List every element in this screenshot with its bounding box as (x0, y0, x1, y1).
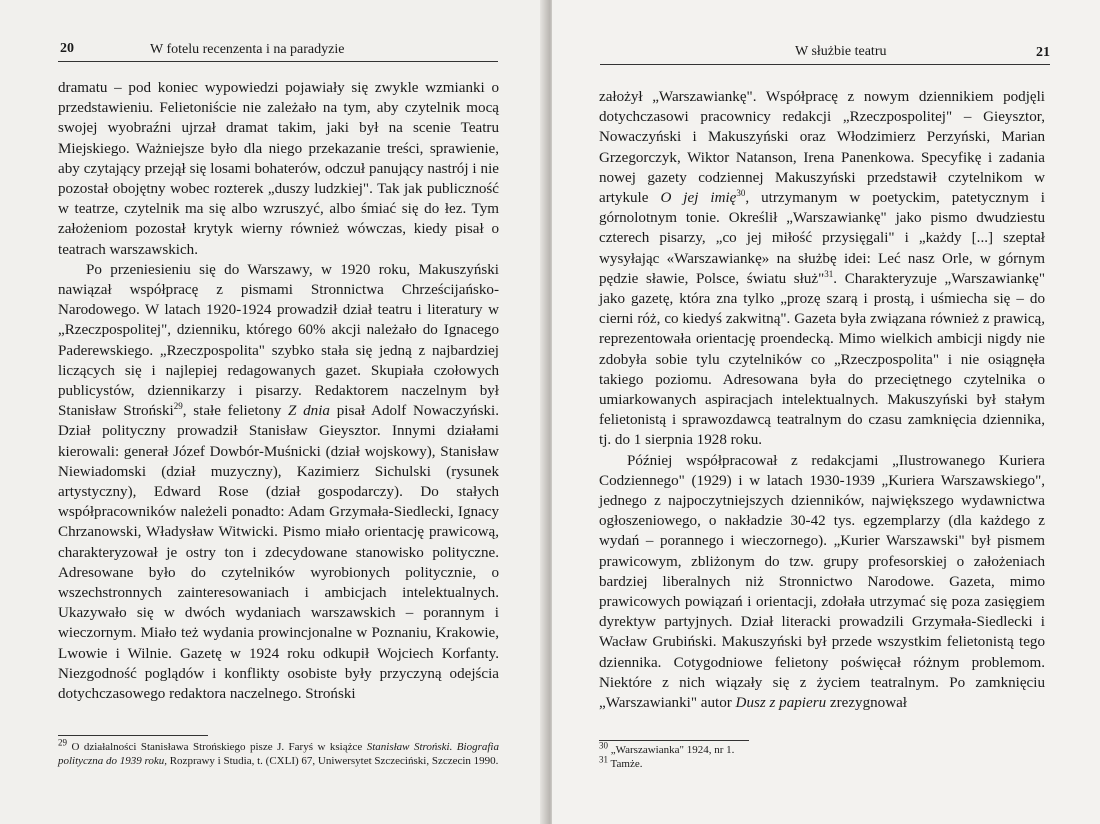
text-run: . Charakteryzuje „Warszawiankę" jako gazetę, która zna tylko „prozę szarą i prostą, i uśmiecha się – do cierni róż, co kiedyś zakwitną". Gazeta była związana również z prawicą, reprezentowała orientację proendecką. Mimo wielkich ambicji nigdy nie zdobyła sobie tylu czytelników co „Rzeczpospolita" i nie osiągnęła takiego poziomu. Adresowana była do przeciętnego czytelnika o umiarkowanych aspiracjach intelektualnych. Makuszyński był stałym felietonistą i sprawozdawcą teatralnym do czasu zamknięcia dziennika, tj. do 1 sierpnia 1928 roku. (599, 270, 1045, 449)
header-rule-left (58, 61, 498, 62)
footnotes-right (599, 740, 1045, 771)
footnote-31 (599, 753, 1045, 772)
page-number-left: 20 (60, 41, 74, 56)
paragraph (58, 78, 499, 260)
footnote-marker: 31 (824, 268, 834, 279)
footnote-marker: 29 (58, 737, 67, 748)
italic-title: Z dnia (288, 403, 330, 420)
text-run: , stałe felietony (182, 403, 289, 420)
text-run: O działalności Stanisława Strońskiego pisze J. Faryś w książce (67, 741, 367, 753)
footnote-marker: 31 (599, 753, 608, 764)
footnote-rule-left (58, 735, 208, 736)
right-page (552, 0, 1100, 824)
text-run: dramatu – pod koniec wypowiedzi pojawiały się zwykle wzmianki o przedstawieniu. Felietoniście nie zależało na tym, aby czytelnik mocą swojej wyobraźni ujrzał dramat takim, jaki był na scenie Teatru Miejskiego. Ważniejsze było dla niego przekazanie treści, sprawienie, aby czytający przejął się losami bohaterów, odczuł panujący nastrój i nie pozostał obojętny wobec rozterek „duszy ludzkiej". Tak jak publiczność w teatrze, czytelnik ma się albo wzruszyć, albo śmiać się do łez. Tym założeniom pozostał krytyk wierny również wówczas, kiedy pisał o teatrach warszawskich. (58, 80, 499, 258)
footnote-29 (58, 737, 499, 768)
body-text-right (599, 87, 1045, 713)
footnote-marker: 29 (173, 401, 183, 412)
footnote-rule-right (599, 740, 749, 741)
page-number-right: 21 (1036, 45, 1050, 60)
text-run: Rozprawy i Studia, t. (CXLI) 67, Uniwersytet Szczeciński, Szczecin 1990. (166, 754, 499, 767)
footnote-marker: 30 (736, 187, 746, 198)
text-run: Później współpracował z redakcjami „Ilustrowanego Kuriera Codziennego" (1929) i w latach 1930-1939 „Kuriera Warszawskiego", jednego z najpoczytniejszych dzienników, największego wydawnictwa ogłoszeniowego, o nakładzie 30-42 tys. egzemplarzy (dla każdego z wydań – porannego i wieczornego). „Kurier Warszawski" był pismem prawicowym, zbliżonym do tzw. grupy profesorskiej o założeniach bardziej liberalnych niż Stronnictwo Narodowe. Gazeta, mimo prawicowych powiązań i orientacji, zdołała utrzymać się poza zasięgiem dyrektyw partyjnych. Dział literacki prowadzili Grzymała-Siedlecki i Wacław Grubiński. Makuszyński był przede wszystkim felietonistą tego dziennika. Cotygodniowe felietony poświęcał różnym problemom. Niektóre z nich wiązały się z życiem teatralnym. Po zamknięciu „Warszawianki" autor (599, 452, 1045, 712)
text-run: „Warszawianka" 1924, nr 1. (608, 744, 735, 756)
paragraph (599, 451, 1045, 714)
italic-title: Stanisław Stroński. Biografia polityczna do 1939 roku, (58, 741, 499, 767)
italic-title: O jej imię (660, 190, 737, 207)
italic-title: Dusz z papieru (735, 695, 827, 712)
text-run: zrezygnował (826, 695, 908, 712)
paragraph (599, 87, 1045, 451)
left-page (0, 0, 548, 824)
header-rule-right (600, 64, 1050, 65)
text-run: Po przeniesieniu się do Warszawy, w 1920 roku, Makuszyński nawiązał współpracę z pismami Stronnictwa Chrześcijańsko-Narodowego. W latach 1920-1924 prowadził dział teatru i literatury w „Rzeczpospolitej", dzienniku, którego 60% akcji należało do Ignacego Paderewskiego. „Rzeczpospolita" szybko stała się jedną z najbardziej liczących się i najlepiej redagowanych gazet. Skupiała czołowych publicystów, dziennikarzy i pisarzy. Redaktorem naczelnym był Stanisław Stroński (58, 261, 499, 420)
body-text-left (58, 78, 499, 704)
text-run: , utrzymanym w poetyckim, patetycznym i górnolotnym tonie. Określił „Warszawiankę" jako pismo dwudziestu czterech pisarzy, „co jej miłość przysięgali" i „każdy [...] szeptał wysyłając «Warszawiankę» na służbę idei: Leć nasz Orle, w górnym pędzie sławie, Polsce, światu służ" (599, 190, 1046, 287)
text-run: Tamże. (608, 757, 643, 770)
text-run: pisał Adolf Nowaczyński. Dział polityczny prowadził Stanisław Gieysztor. Innymi działami kierowali: generał Józef Dowbór-Muśnicki (dział wojskowy), Stanisław Niewiadomski (dział muzyczny), Kazimierz Sichulski (rysunek artystyczny), Edward Rose (dział gospodarczy). Do stałych współpracowników należeli ponadto: Adam Grzymała-Siedlecki, Ignacy Chrzanowski, Władysław Witwicki. Pismo miało orientację prawicową, charakteryzował je ostry ton i zdecydowane stanowisko polityczne. Adresowane było do czytelników wyrobionych politycznie, o wszechstronnych zainteresowaniach i ambicjach intelektualnych. Ukazywało się w dwóch wydaniach warszawskich – porannym i wieczornym. Miało też wydania prowincjonalne w Poznaniu, Krakowie, Lwowie i Wilnie. Gazetę w 1924 roku odkupił Wojciech Korfanty. Niezgodność poglądów i konflikty osobiste były przyczyną odejścia dotychczasowego redaktora naczelnego. Stroński (58, 403, 499, 703)
running-head-right: W służbie teatru (795, 44, 887, 59)
text-run: założył „Warszawiankę". Współpracę z nowym dziennikiem podjęli dotychczasowi pracownicy redakcji „Rzeczpospolitej" – Gieysztor, Nowaczyński i Makuszyński oraz Włodzimierz Perzyński, Marian Grzegorczyk, Wiktor Natanson, Irena Panenkowa. Specyfikę i zadania nowej gazety codziennej Makuszyński przedstawił czytelnikom w artykule (599, 89, 1045, 207)
paragraph (58, 260, 499, 704)
footnote-30 (599, 740, 1045, 758)
footnote-marker: 30 (599, 740, 608, 751)
running-head-left: W fotelu recenzenta i na paradyzie (150, 42, 345, 57)
